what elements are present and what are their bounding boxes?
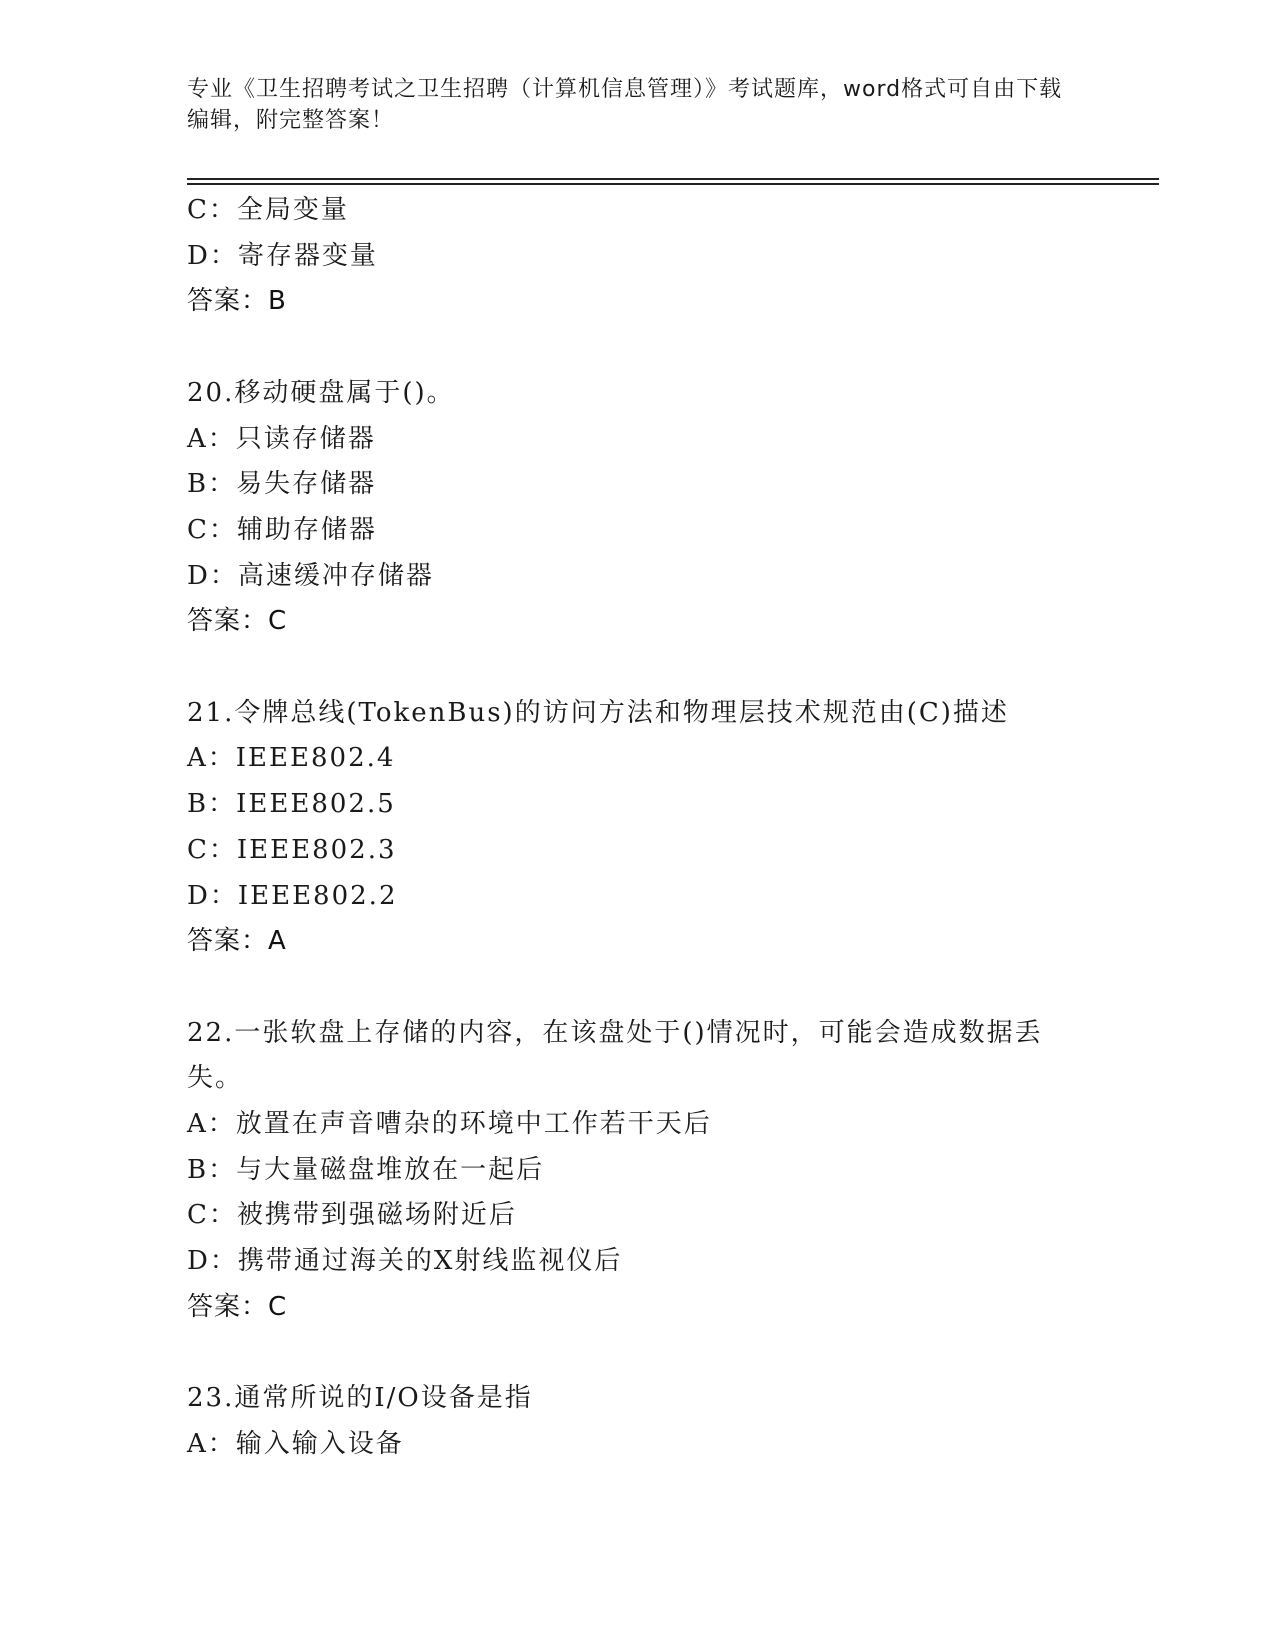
- option-a: A：放置在声音嘈杂的环境中工作若干天后: [187, 1109, 712, 1140]
- header-divider-bottom: [187, 183, 1159, 185]
- option-a: A：输入输入设备: [187, 1428, 404, 1459]
- document-intro: 专业《卫生招聘考试之卫生招聘（计算机信息管理）》考试题库，word格式可自由下载编辑，附完整答案！: [187, 77, 1063, 133]
- question-stem: 21.令牌总线(TokenBus)的访问方法和物理层技术规范由(C)描述: [187, 697, 1009, 728]
- option-a: A：只读存储器: [187, 423, 376, 454]
- option-d: D：携带通过海关的X射线监视仪后: [187, 1246, 623, 1277]
- question-21: [187, 691, 1087, 965]
- option-c: C：被携带到强磁场附近后: [187, 1200, 517, 1231]
- answer: 答案：C: [187, 1291, 288, 1322]
- option-c: C：全局变量: [187, 195, 349, 225]
- spacer: [187, 645, 1087, 691]
- answer: 答案：C: [187, 606, 288, 637]
- question-list: [187, 188, 1087, 1468]
- question-stem: 23.通常所说的I/O设备是指: [187, 1383, 533, 1414]
- option-d: D：寄存器变量: [187, 240, 378, 271]
- option-b: B：易失存储器: [187, 469, 377, 500]
- option-b: B：IEEE802.5: [187, 789, 396, 820]
- option-d: D：高速缓冲存储器: [187, 560, 434, 591]
- option-c: C：辅助存储器: [187, 514, 377, 545]
- question-stem: 22.一张软盘上存储的内容，在该盘处于()情况时，可能会造成数据丢失。: [187, 1017, 1043, 1094]
- question-22: [187, 1011, 1087, 1331]
- header-divider-top: [187, 178, 1159, 180]
- question-23: [187, 1376, 1087, 1467]
- spacer: [187, 325, 1087, 371]
- option-d: D：IEEE802.2: [187, 880, 398, 911]
- option-a: A：IEEE802.4: [187, 743, 396, 774]
- question-stem: 20.移动硬盘属于()。: [187, 377, 455, 408]
- spacer: [187, 1331, 1087, 1377]
- option-b: B：与大量磁盘堆放在一起后: [187, 1154, 545, 1185]
- answer: 答案：A: [187, 926, 287, 957]
- option-c: C：IEEE802.3: [187, 834, 397, 865]
- spacer: [187, 965, 1087, 1011]
- question-19-tail: [187, 188, 1087, 325]
- answer: 答案：B: [187, 286, 287, 317]
- question-20: [187, 371, 1087, 645]
